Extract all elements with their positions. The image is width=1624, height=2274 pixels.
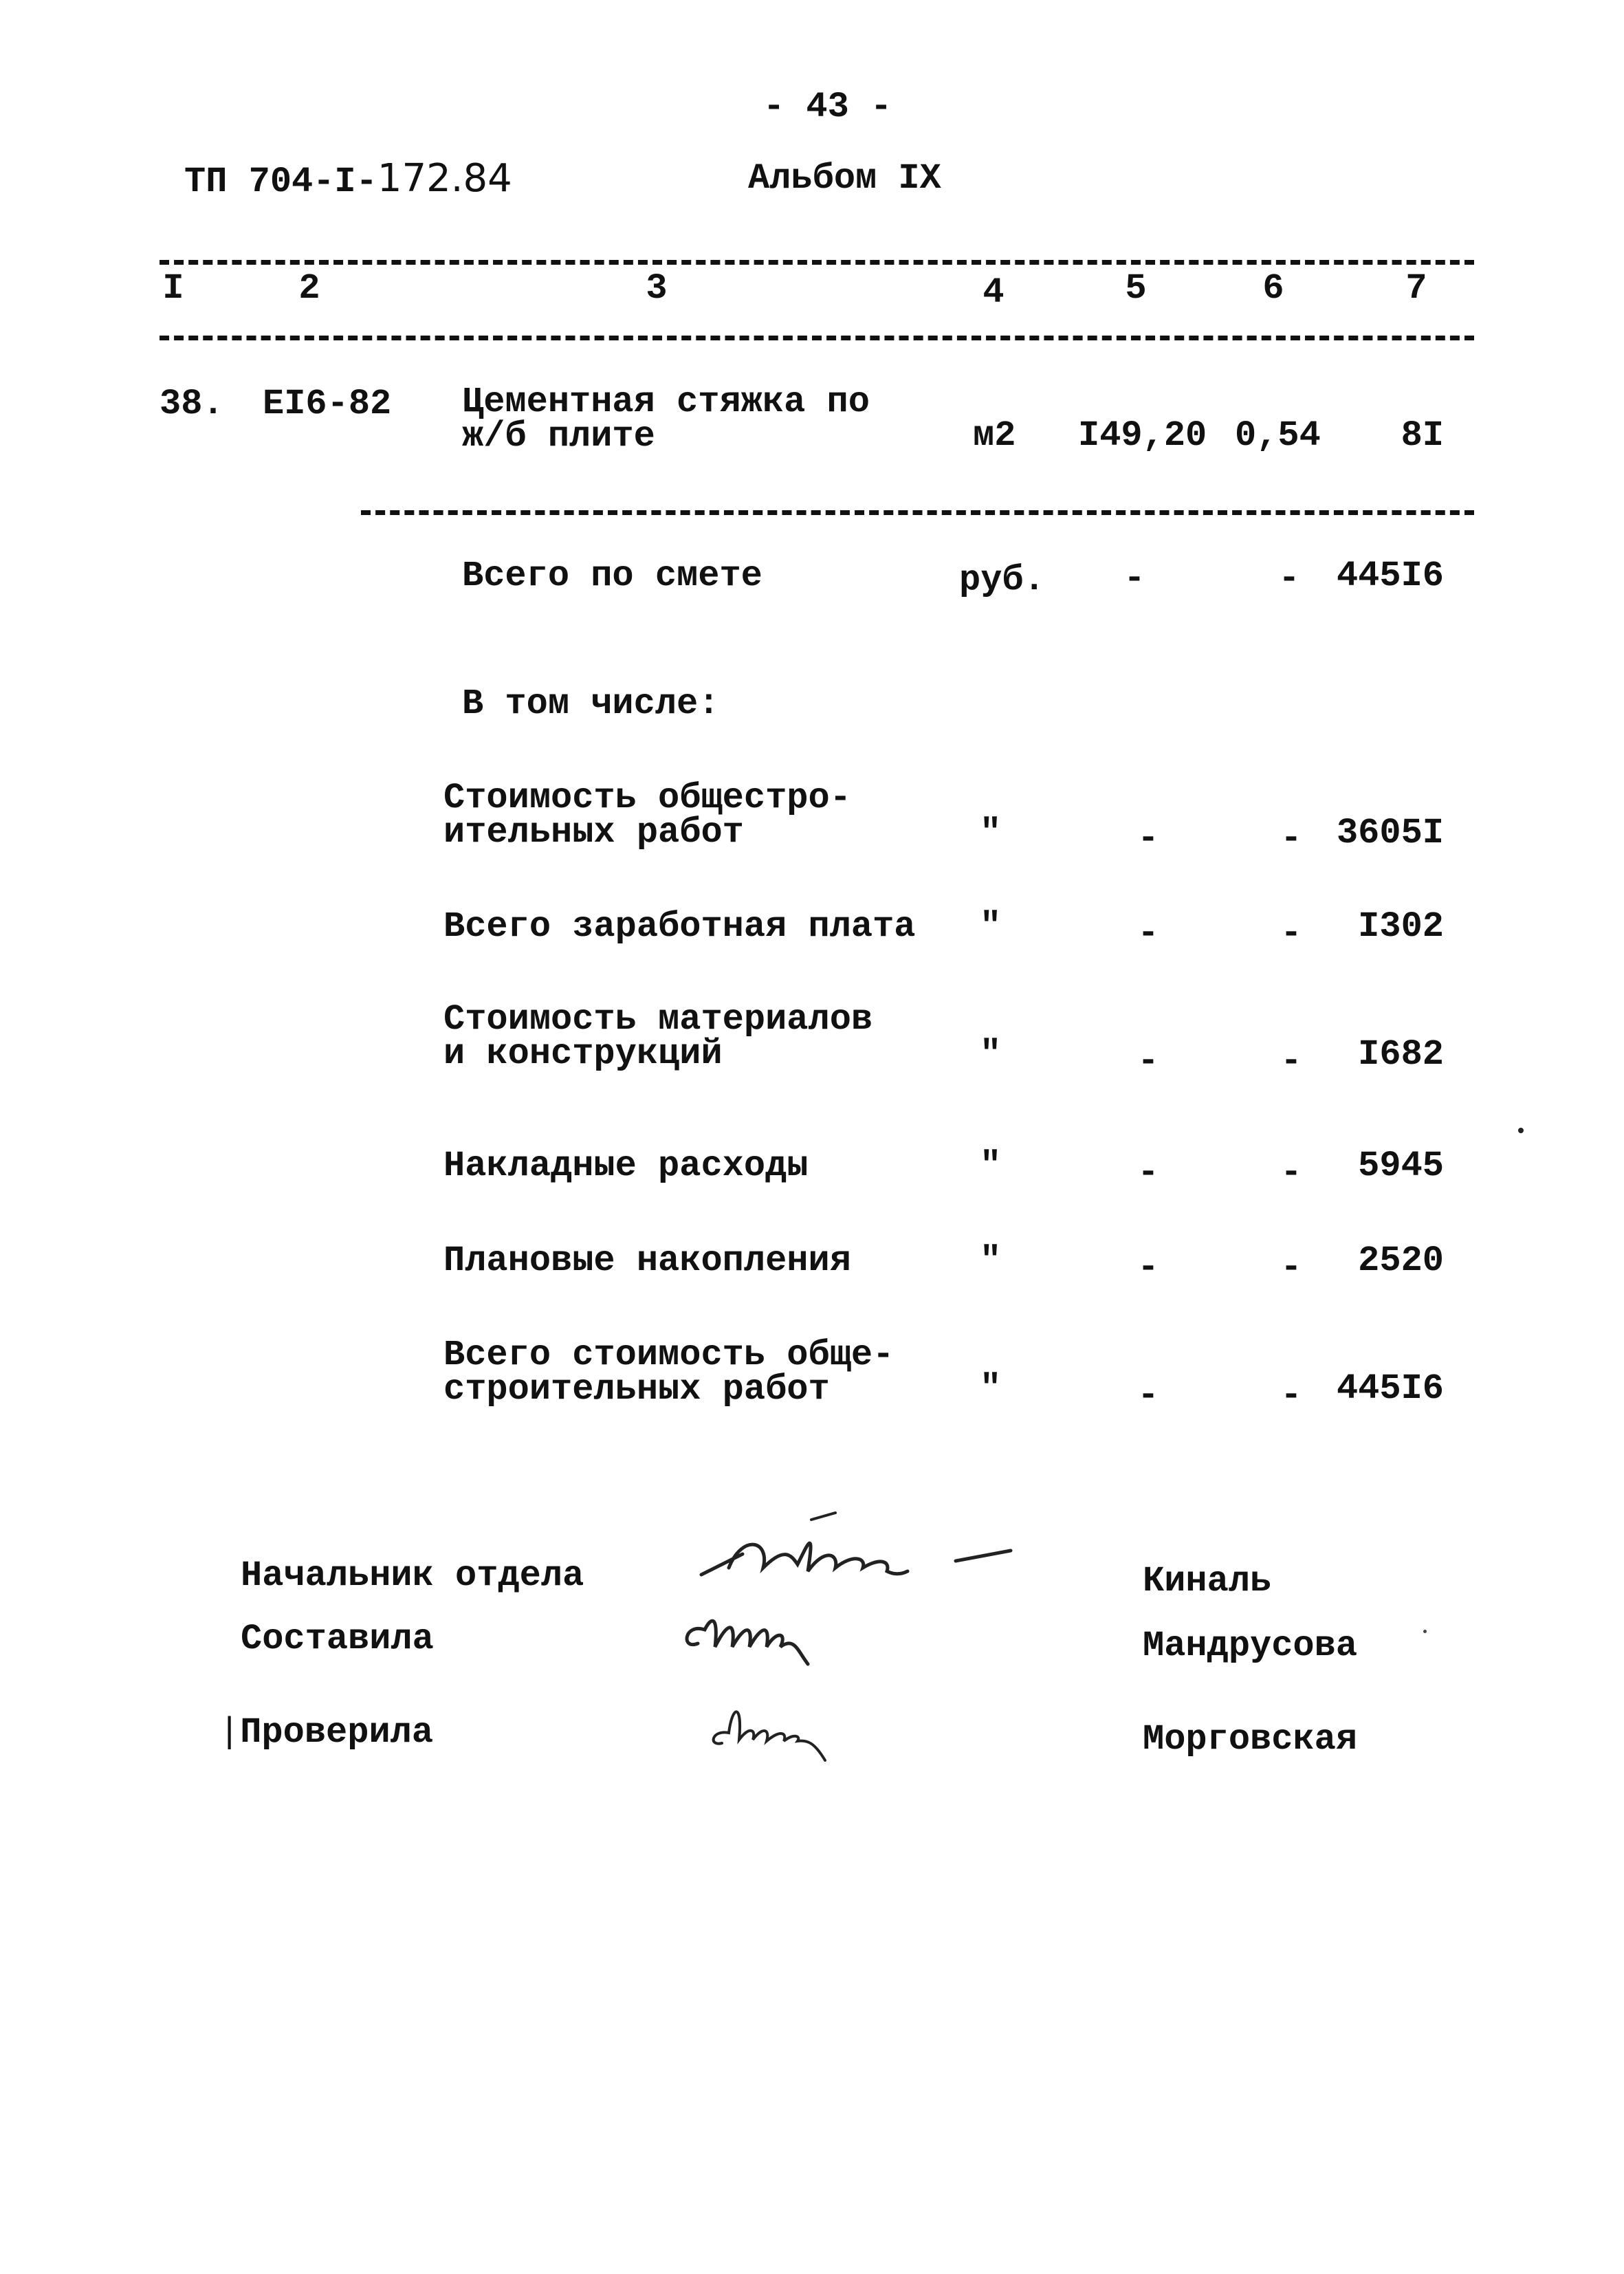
breakdown-row-unit: " (980, 906, 1002, 947)
item-name-line2: ж/б плите (462, 416, 655, 457)
project-code-handwritten: 172.84 (377, 156, 512, 201)
breakdown-row-value: 3605I (1336, 813, 1444, 853)
signature-scribble-1 (688, 1506, 1031, 1595)
breakdown-row-label: Всего стоимость обще- строительных работ (443, 1335, 895, 1410)
album-label: Альбом IX (748, 158, 941, 199)
column-header-5: 5 (1125, 268, 1147, 309)
signatory-name: Киналь (1143, 1561, 1272, 1601)
breakdown-row-unit: " (980, 1146, 1002, 1186)
signatory-name: Мандрусова (1143, 1626, 1358, 1666)
item-qty: I49,20 (1078, 415, 1207, 456)
item-unit: м2 (973, 415, 1016, 456)
breakdown-row-col5: - (1137, 1375, 1159, 1416)
signature-role: Составила (241, 1619, 434, 1659)
breakdown-row-label: Стоимость материалов и конструкций (443, 999, 873, 1074)
signature-role: |Проверила (219, 1712, 434, 1753)
column-header-3: 3 (646, 268, 668, 309)
item-number: 38. (160, 384, 224, 424)
column-header-4: 4 (983, 272, 1005, 313)
item-price: 0,54 (1235, 415, 1321, 456)
column-header-1: I (162, 268, 184, 309)
breakdown-row-col6: - (1280, 1041, 1302, 1082)
header-rule-top (160, 260, 1474, 265)
breakdown-row-col6: - (1280, 913, 1302, 954)
total-col5: - (1123, 558, 1145, 599)
breakdown-row-col5: - (1137, 913, 1159, 954)
including-label: В том числе: (462, 684, 720, 724)
column-header-7: 7 (1405, 268, 1427, 309)
breakdown-row-label: Всего заработная плата (443, 906, 916, 947)
breakdown-row-col5: - (1137, 1041, 1159, 1082)
header-rule-bottom (160, 336, 1474, 340)
scan-speck (1423, 1630, 1427, 1633)
breakdown-row-label: Стоимость общестро- ительных работ (443, 778, 851, 853)
total-col6: - (1278, 558, 1300, 599)
breakdown-row-col6: - (1280, 1375, 1302, 1416)
scan-speck (1518, 1128, 1524, 1133)
column-header-6: 6 (1262, 268, 1284, 309)
breakdown-row-value: I682 (1358, 1034, 1444, 1075)
column-header-2: 2 (298, 268, 320, 309)
breakdown-row-value: 5945 (1358, 1146, 1444, 1186)
breakdown-row-col5: - (1137, 1247, 1159, 1288)
total-unit: руб. (959, 560, 1045, 600)
item-code: EI6-82 (263, 384, 392, 424)
breakdown-row-unit: " (980, 1368, 1002, 1409)
breakdown-row-value: I302 (1358, 906, 1444, 947)
project-code-printed: ТП 704-I- (184, 162, 377, 202)
subtotal-rule (361, 510, 1474, 515)
signatory-name: Морговская (1143, 1719, 1358, 1760)
total-label: Всего по смете (462, 556, 762, 596)
signature-role: Начальник отдела (241, 1555, 584, 1596)
signature-scribble-3 (705, 1692, 870, 1767)
breakdown-row-label: Плановые накопления (443, 1240, 851, 1281)
item-name-line1: Цементная стяжка по (462, 382, 870, 422)
breakdown-row-value: 2520 (1358, 1240, 1444, 1281)
total-value: 445I6 (1336, 556, 1444, 596)
signature-scribble-2 (677, 1595, 842, 1671)
breakdown-row-value: 445I6 (1336, 1368, 1444, 1409)
breakdown-row-col6: - (1280, 818, 1302, 859)
page-number: - 43 - (763, 87, 892, 127)
item-name (462, 382, 870, 457)
breakdown-row-label: Накладные расходы (443, 1146, 809, 1186)
breakdown-row-col5: - (1137, 1152, 1159, 1193)
breakdown-row-unit: " (980, 1034, 1002, 1075)
breakdown-row-unit: " (980, 813, 1002, 853)
breakdown-row-col6: - (1280, 1152, 1302, 1193)
breakdown-row-col6: - (1280, 1247, 1302, 1288)
breakdown-row-col5: - (1137, 818, 1159, 859)
breakdown-row-unit: " (980, 1240, 1002, 1281)
item-total: 8I (1401, 415, 1444, 456)
project-code (184, 156, 512, 202)
margin-mark: | (219, 1712, 241, 1753)
